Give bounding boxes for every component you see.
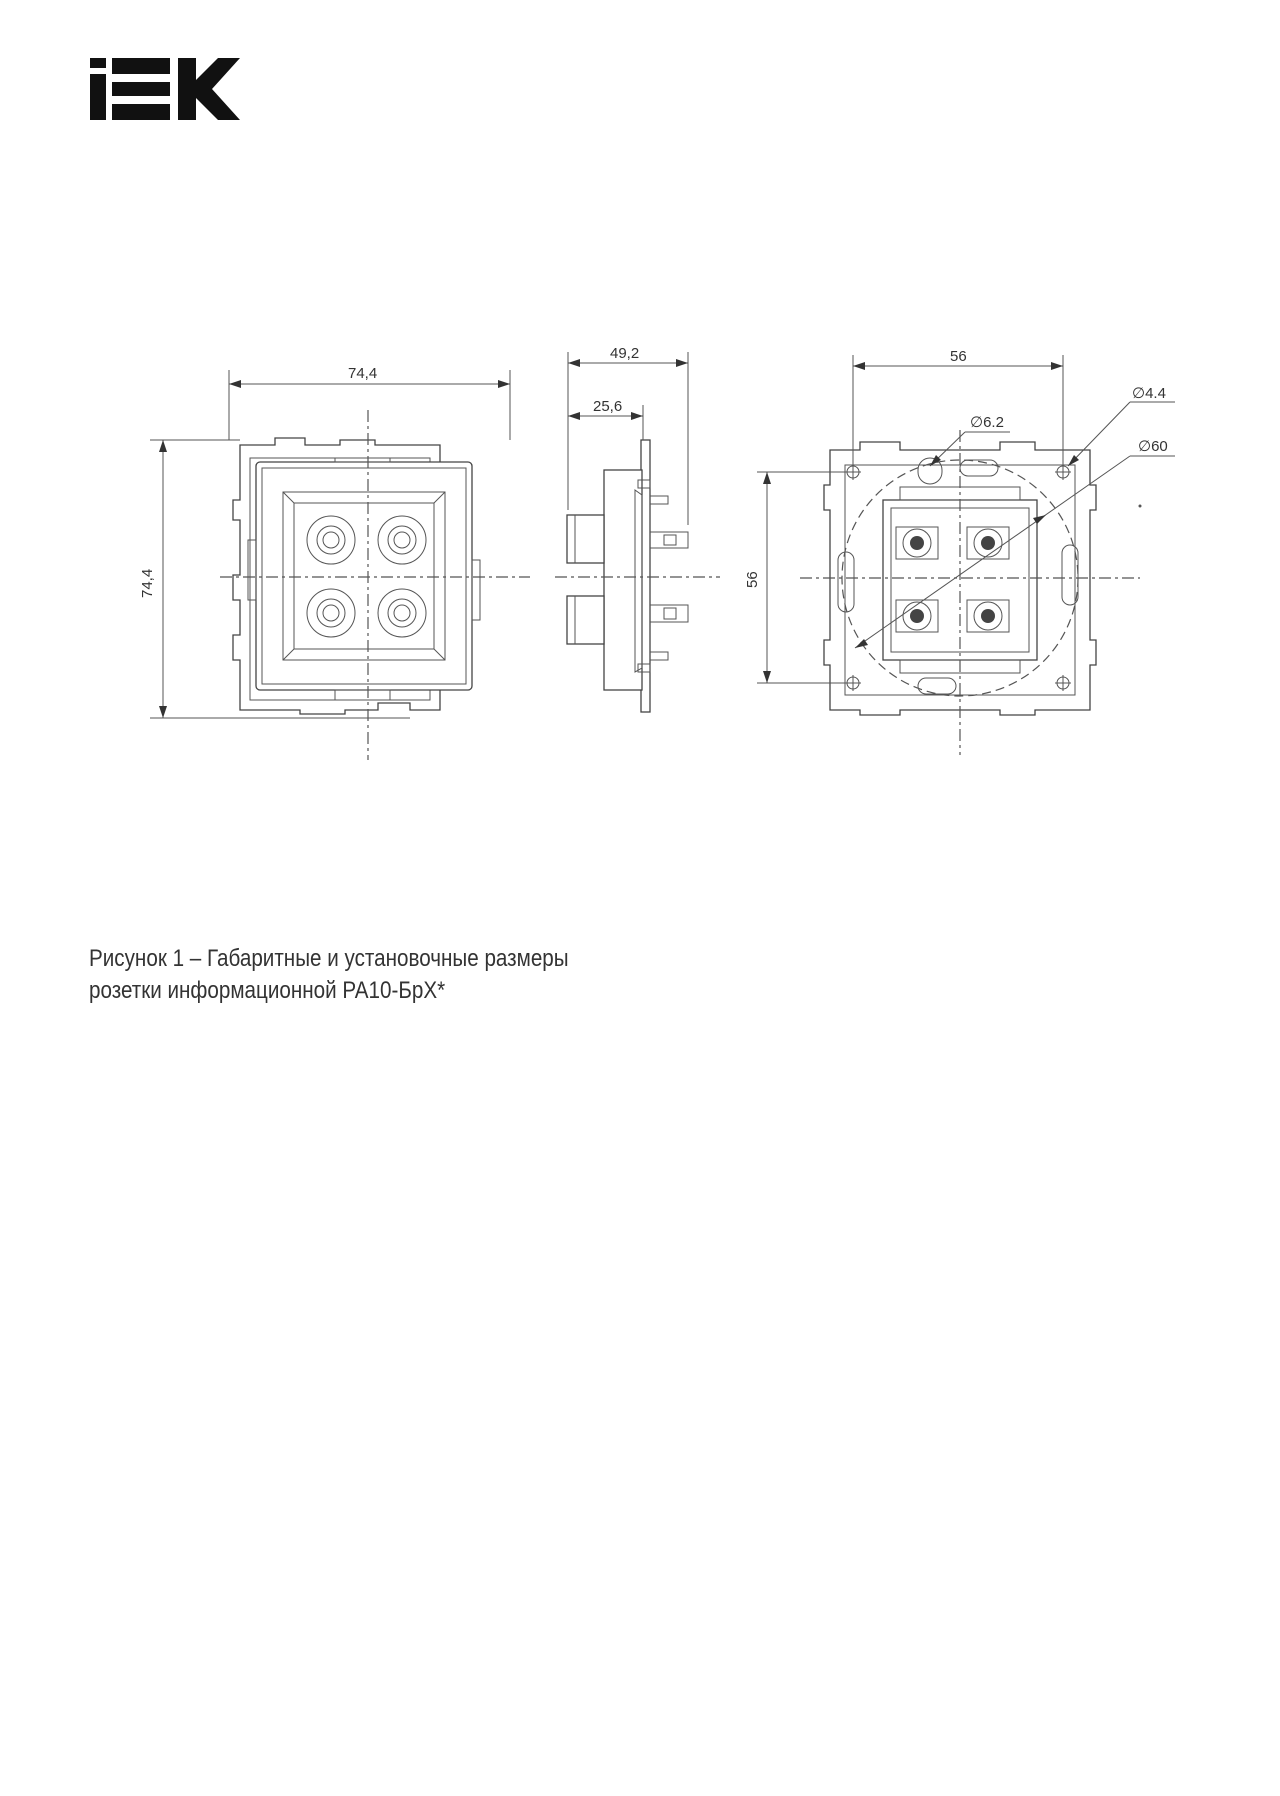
back-hole-label: ∅4.4 (1132, 385, 1166, 402)
dimension-drawing (0, 0, 1280, 800)
side-view (555, 345, 720, 712)
back-slot-label: ∅6.2 (970, 414, 1004, 431)
front-width-label: 74,4 (348, 365, 378, 382)
caption-line-2: розетки информационной РА10-БрХ* (89, 977, 446, 1004)
back-width-label: 56 (950, 348, 967, 365)
front-height-label: 74,4 (139, 568, 156, 598)
back-height-label: 56 (744, 571, 761, 588)
back-circle-label: ∅60 (1138, 438, 1168, 455)
front-view (139, 365, 530, 760)
side-depth-total-label: 49,2 (610, 345, 640, 362)
back-view (744, 348, 1175, 755)
caption-line-1: Рисунок 1 – Габаритные и установочные размеры (89, 945, 569, 972)
side-depth-partial-label: 25,6 (593, 398, 623, 415)
figure-caption (89, 943, 691, 1007)
